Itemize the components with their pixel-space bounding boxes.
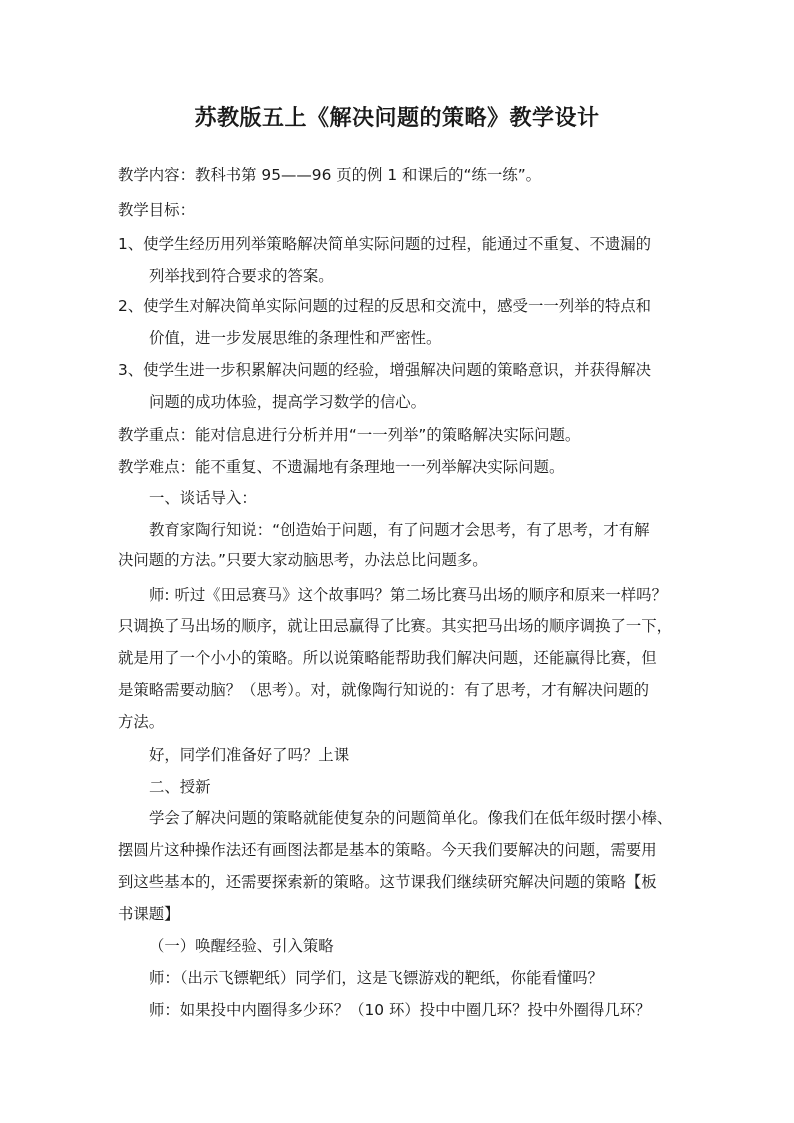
difficulty-line: 教学难点：能不重复、不遗漏地有条理地一一列举解决实际问题。	[118, 458, 565, 476]
paragraph-line: 是策略需要动脑？（思考）。对，就像陶行知说的：有了思考，才有解决问题的	[118, 681, 649, 699]
paragraph-line: 师：如果投中内圈得多少环？（10 环）投中中圈几环？投中外圈得几环？	[149, 1001, 651, 1019]
objective-2-line: 2、使学生对解决简单实际问题的过程的反思和交流中，感受一一列举的特点和	[118, 297, 652, 315]
objective-1-line: 1、使学生经历用列举策略解决简单实际问题的过程，能通过不重复、不遗漏的	[118, 235, 652, 253]
objective-1-continued: 列举找到符合要求的答案。	[149, 267, 334, 285]
paragraph-line: 摆圆片这种操作法还有画图法都是基本的策略。今天我们要解决的问题，需要用	[118, 841, 657, 859]
objectives-heading: 教学目标：	[118, 201, 195, 219]
content-line: 教学内容：教科书第 95——96 页的例 1 和课后的“练一练”。	[118, 166, 542, 184]
paragraph-line: 方法。	[118, 713, 165, 731]
paragraph-line: 只调换了马出场的顺序，就让田忌赢得了比赛。其实把马出场的顺序调换了一下，	[118, 617, 673, 635]
paragraph-line: 师: 听过《田忌赛马》这个故事吗？第二场比赛马出场的顺序和原来一样吗？	[149, 586, 667, 604]
paragraph-line: 师：（出示飞镖靶纸）同学们，这是飞镖游戏的靶纸，你能看懂吗？	[149, 969, 604, 987]
paragraph-line: 教育家陶行知说：“创造始于问题，有了问题才会思考，有了思考，才有解	[149, 521, 650, 539]
paragraph-line: 决问题的方法。”只要大家动脑思考，办法总比问题多。	[118, 551, 488, 569]
paragraph-line: 书课题】	[118, 905, 180, 923]
objective-3-continued: 问题的成功体验，提高学习数学的信心。	[149, 393, 427, 411]
section-1-heading: 一、谈话导入：	[149, 489, 257, 507]
paragraph-line: 好，同学们准备好了吗？上课	[149, 746, 350, 764]
key-point-line: 教学重点：能对信息进行分析并用“一一列举”的策略解决实际问题。	[118, 426, 581, 444]
document-title: 苏教版五上《解决问题的策略》教学设计	[194, 105, 600, 131]
paragraph-line: 学会了解决问题的策略就能使复杂的问题简单化。像我们在低年级时摆小棒、	[149, 809, 673, 827]
section-2-heading: 二、授新	[149, 778, 211, 796]
objective-2-continued: 价值，进一步发展思维的条理性和严密性。	[149, 329, 442, 347]
paragraph-line: 就是用了一个小小的策略。所以说策略能帮助我们解决问题，还能赢得比赛，但	[118, 649, 657, 667]
paragraph-line: 到这些基本的，还需要探索新的策略。这节课我们继续研究解决问题的策略【板	[118, 873, 657, 891]
objective-3-line: 3、使学生进一步积累解决问题的经验，增强解决问题的策略意识，并获得解决	[118, 361, 652, 379]
subsection-heading: （一）唤醒经验、引入策略	[149, 937, 334, 955]
